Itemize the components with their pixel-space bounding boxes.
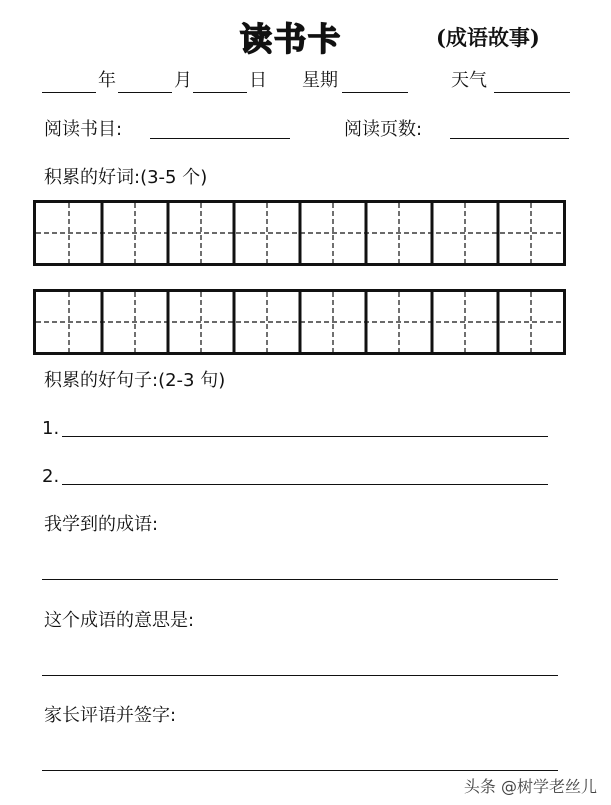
book-title-blank[interactable] [150, 138, 290, 139]
weather-blank[interactable] [494, 92, 570, 93]
parent-comment-line[interactable] [42, 770, 558, 771]
year-blank[interactable] [42, 92, 96, 93]
word-grid-row-1[interactable] [33, 200, 566, 266]
day-label: 日 [249, 70, 267, 91]
weekday-blank[interactable] [342, 92, 408, 93]
card-title: 读书卡 [240, 20, 343, 58]
month-blank[interactable] [118, 92, 172, 93]
month-label: 月 [174, 70, 192, 91]
good-words-label: 积累的好词:(3-5 个) [44, 167, 208, 188]
weekday-label: 星期 [302, 70, 338, 91]
word-grid-lines [36, 292, 563, 352]
weather-label: 天气 [451, 70, 487, 91]
parent-comment-label: 家长评语并签字: [44, 705, 177, 726]
watermark: 头条 @树学老丝儿 [463, 777, 597, 796]
sentence-1-line[interactable] [62, 436, 548, 437]
word-grid-lines [36, 203, 563, 263]
sentence-2-number: 2. [42, 466, 60, 487]
sentence-2-line[interactable] [62, 484, 548, 485]
word-grid-row-2[interactable] [33, 289, 566, 355]
year-label: 年 [98, 70, 116, 91]
idiom-label: 我学到的成语: [44, 514, 159, 535]
card-subtitle: (成语故事) [436, 25, 540, 50]
meaning-line[interactable] [42, 675, 558, 676]
day-blank[interactable] [193, 92, 247, 93]
good-sentences-label: 积累的好句子:(2-3 句) [44, 370, 226, 391]
book-title-label: 阅读书目: [44, 119, 123, 140]
pages-read-label: 阅读页数: [344, 119, 423, 140]
sentence-1-number: 1. [42, 418, 60, 439]
meaning-label: 这个成语的意思是: [44, 610, 195, 631]
idiom-line[interactable] [42, 579, 558, 580]
pages-read-blank[interactable] [450, 138, 569, 139]
